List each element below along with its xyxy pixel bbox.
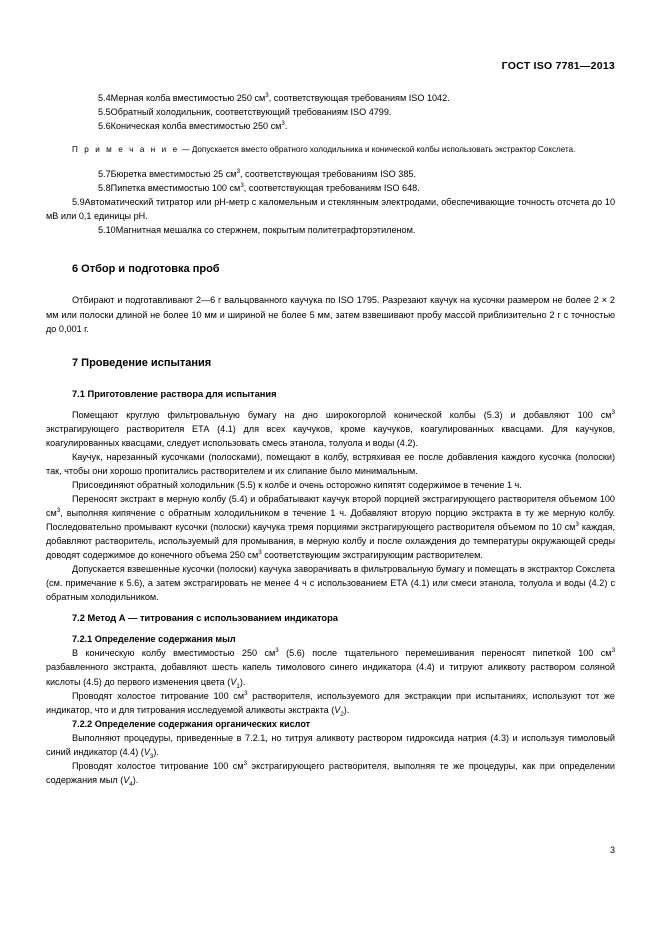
spacer xyxy=(46,336,615,356)
page-number: 3 xyxy=(609,845,615,855)
clause-number: 5.10 xyxy=(98,225,116,236)
text-a: Переносят экстракт в мерную колбу (5.4) и обрабатывают каучук второй порцией экстрагирующего растворителя объемом 100 см xyxy=(46,493,615,518)
para-7-2-2-1 xyxy=(46,731,615,759)
text-a: Проводят холостое титрование 100 см xyxy=(72,690,245,701)
text-c: ). xyxy=(132,774,139,785)
clause-text: Бюретка вместимостью 25 см xyxy=(110,169,237,180)
text-c: ). xyxy=(343,704,350,715)
clause-text: Обратный холодильник, соответствующий требованиям ISO 4799. xyxy=(110,107,392,118)
spacer xyxy=(46,237,615,262)
superscript-cubic: 3 xyxy=(56,506,61,514)
text-c: каждая, добавляют растворитель, используемый для промывания, в мерную колбу и после охлаждения до температуры окружающей среды доводят содержимое до конечного объема 250 см xyxy=(46,522,615,561)
page-content xyxy=(46,91,615,787)
clause-text-tail: , соответствующая требованиям ISO 1042. xyxy=(268,93,450,103)
superscript-cubic: 3 xyxy=(258,549,262,557)
text-b: ). xyxy=(153,746,159,757)
text-a: Проводят холостое титрование 100 см xyxy=(72,760,244,771)
variable-subscript: 2 xyxy=(340,710,344,718)
spacer xyxy=(46,371,615,387)
text-b: экстрагирующего растворителя ЕТА (4.1) для всех каучуков, кроме каучуков, коагулированных квасцами. Для каучуков, коагулированных квасцами, следует использовать смесь этанола, толуола и воды (4.2). xyxy=(46,423,615,448)
variable-symbol: V xyxy=(230,676,237,687)
superscript-cubic: 3 xyxy=(281,120,285,128)
text-b: , выполняя кипячение с обратным холодильником в течение 1 ч. Добавляют вторую порцию экстракта в ту же мерную колбу. Последовательно промывают кусочки (полоски) каучука тремя порциями экстрагирующего растворителя объемом по 10 см xyxy=(46,507,615,533)
note-text: Допускается вместо обратного холодильника и конической колбы использовать экстрактор Сокслета. xyxy=(191,145,576,155)
clause-text-tail: , соответствующая требованиям ISO 648. xyxy=(243,183,420,194)
variable-subscript: 3 xyxy=(149,752,154,760)
text-b: растворителя, используемого для экстракции при испытаниях, используют тот же индикатор, что и для титрования исследуемой аликвоты экстракта ( xyxy=(46,690,615,715)
section-heading-7-2-2: 7.2.2 Определение содержания органических кислот xyxy=(72,718,311,729)
clause-5-7 xyxy=(46,167,615,181)
variable-symbol: V xyxy=(123,774,130,785)
para-7-1-5: Допускается взвешенные кусочки (полоски) каучука заворачивать в фильтровальную бумагу и помещать в экстрактор Сокслета (см. примечание к 5.6), а затем экстрагировать не менее 4 ч с использованием ЕТА (4.1) или смеси этанола, толуола и воды (4.2) с обратным холодильником. xyxy=(46,564,615,603)
clause-5-10 xyxy=(46,223,615,237)
para-7-1-1 xyxy=(46,408,615,450)
text-a: В коническую колбу вместимостью 250 см xyxy=(72,648,276,659)
note-dash: — xyxy=(179,145,192,155)
superscript-cubic: 3 xyxy=(611,647,615,655)
clause-text: Пипетка вместимостью 100 см xyxy=(110,183,241,194)
section-heading-6: 6 Отбор и подготовка проб xyxy=(72,263,220,276)
spacer xyxy=(46,604,615,611)
spacer xyxy=(46,277,615,293)
spacer xyxy=(46,625,615,632)
superscript-cubic: 3 xyxy=(275,647,279,655)
para-7-2-2-2 xyxy=(46,759,615,787)
superscript-cubic: 3 xyxy=(236,168,240,176)
running-header: ГОСТ ISO 7781—2013 xyxy=(501,60,615,72)
clause-text: Автоматический титратор или рН-метр с каломельным и стеклянным электродами, обеспечивающие точность отсчета до 10 мВ или 0,1 единицы рН. xyxy=(46,197,615,222)
para-7-1-2: Каучук, нарезанный кусочками (полосками), помещают в колбу, встряхивая ее после добавления каждого кусочка (полоски) так, чтобы они хорошо пропитались растворителем и их слипание было минимальным. xyxy=(46,451,615,476)
text-d: соответствующим экстрагирующим растворителем. xyxy=(261,550,483,561)
superscript-cubic: 3 xyxy=(240,182,244,190)
clause-5-5 xyxy=(46,105,615,119)
note-block xyxy=(46,144,615,156)
text-c: разбавленного экстракта, добавляют шесть капель тимолового синего индикатора (4.4) и титруют аликвоту раствором соляной кислоты (4.5) до первого изменения цвета ( xyxy=(46,662,615,687)
text-d: ). xyxy=(239,676,246,687)
para-7-2-1-1 xyxy=(46,646,615,688)
clause-number: 5.6 xyxy=(98,121,111,132)
section-heading-7-1: 7.1 Приготовление раствора для испытания xyxy=(72,388,277,399)
variable-subscript: 1 xyxy=(236,682,240,690)
clause-number: 5.8 xyxy=(98,183,111,194)
text-b: экстрагирующего растворителя, выполняя те же процедуры, как при определении содержания мыл ( xyxy=(46,760,615,785)
section-heading-7-2-1: 7.2.1 Определение содержания мыл xyxy=(72,634,236,645)
note-label: П р и м е ч а н и е xyxy=(72,145,180,155)
clause-text-tail: , соответствующая требованиям ISO 385. xyxy=(240,169,416,180)
variable-symbol: V xyxy=(334,704,341,715)
clause-number: 5.7 xyxy=(98,169,111,180)
clause-5-9 xyxy=(46,195,615,223)
clause-5-8 xyxy=(46,181,615,195)
variable-symbol: V xyxy=(143,746,150,757)
para-7-2-1-2 xyxy=(46,689,615,717)
spacer xyxy=(46,156,615,167)
superscript-cubic: 3 xyxy=(575,521,579,528)
clause-5-6 xyxy=(46,119,615,133)
variable-subscript: 4 xyxy=(129,780,133,788)
clause-number: 5.9 xyxy=(72,197,85,208)
superscript-cubic: 3 xyxy=(244,689,248,697)
para-7-1-4 xyxy=(46,492,615,562)
clause-5-4 xyxy=(46,91,615,105)
clause-text: Коническая колба вместимостью 250 см xyxy=(110,121,282,132)
text-a: Помещают круглую фильтровальную бумагу на дно широкогорлой конической колбы (5.3) и добавляют 100 см xyxy=(72,409,612,420)
spacer xyxy=(46,401,615,408)
section-heading-7-2: 7.2 Метод А — титрования с использованием индикатора xyxy=(72,613,338,624)
superscript-cubic: 3 xyxy=(265,91,269,99)
clause-text: Магнитная мешалка со стержнем, покрытым политетрафторэтиленом. xyxy=(115,225,416,236)
clause-text-tail: . xyxy=(284,121,288,132)
text-a: Выполняют процедуры, приведенные в 7.2.1, но титруя аликвоту раствором гидроксида натрия (4.3) и используя тимоловый синий индикатор (4.4) ( xyxy=(46,732,615,757)
section-heading-7: 7 Проведение испытания xyxy=(72,356,212,369)
clause-number: 5.5 xyxy=(98,107,111,118)
clause-number: 5.4 xyxy=(98,93,111,103)
section-6-body: Отбирают и подготавливают 2—6 г вальцованного каучука по ISO 1795. Разрезают каучук на кусочки размером не более 2 × 2 мм или полоски длиной не более 10 мм и шириной не более 5 мм, затем взвешивают пробу массой приблизительно 2 г с точностью до 0,001 г. xyxy=(46,295,615,334)
para-7-1-3: Присоединяют обратный холодильник (5.5) к колбе и очень осторожно кипятят содержимое в течение 1 ч. xyxy=(72,479,522,490)
spacer xyxy=(46,133,615,144)
text-b: (5.6) после тщательного перемешивания переносят пипеткой 100 см xyxy=(278,648,612,659)
clause-text: Мерная колба вместимостью 250 см xyxy=(110,93,266,103)
superscript-cubic: 3 xyxy=(243,759,248,767)
superscript-cubic: 3 xyxy=(611,408,615,416)
